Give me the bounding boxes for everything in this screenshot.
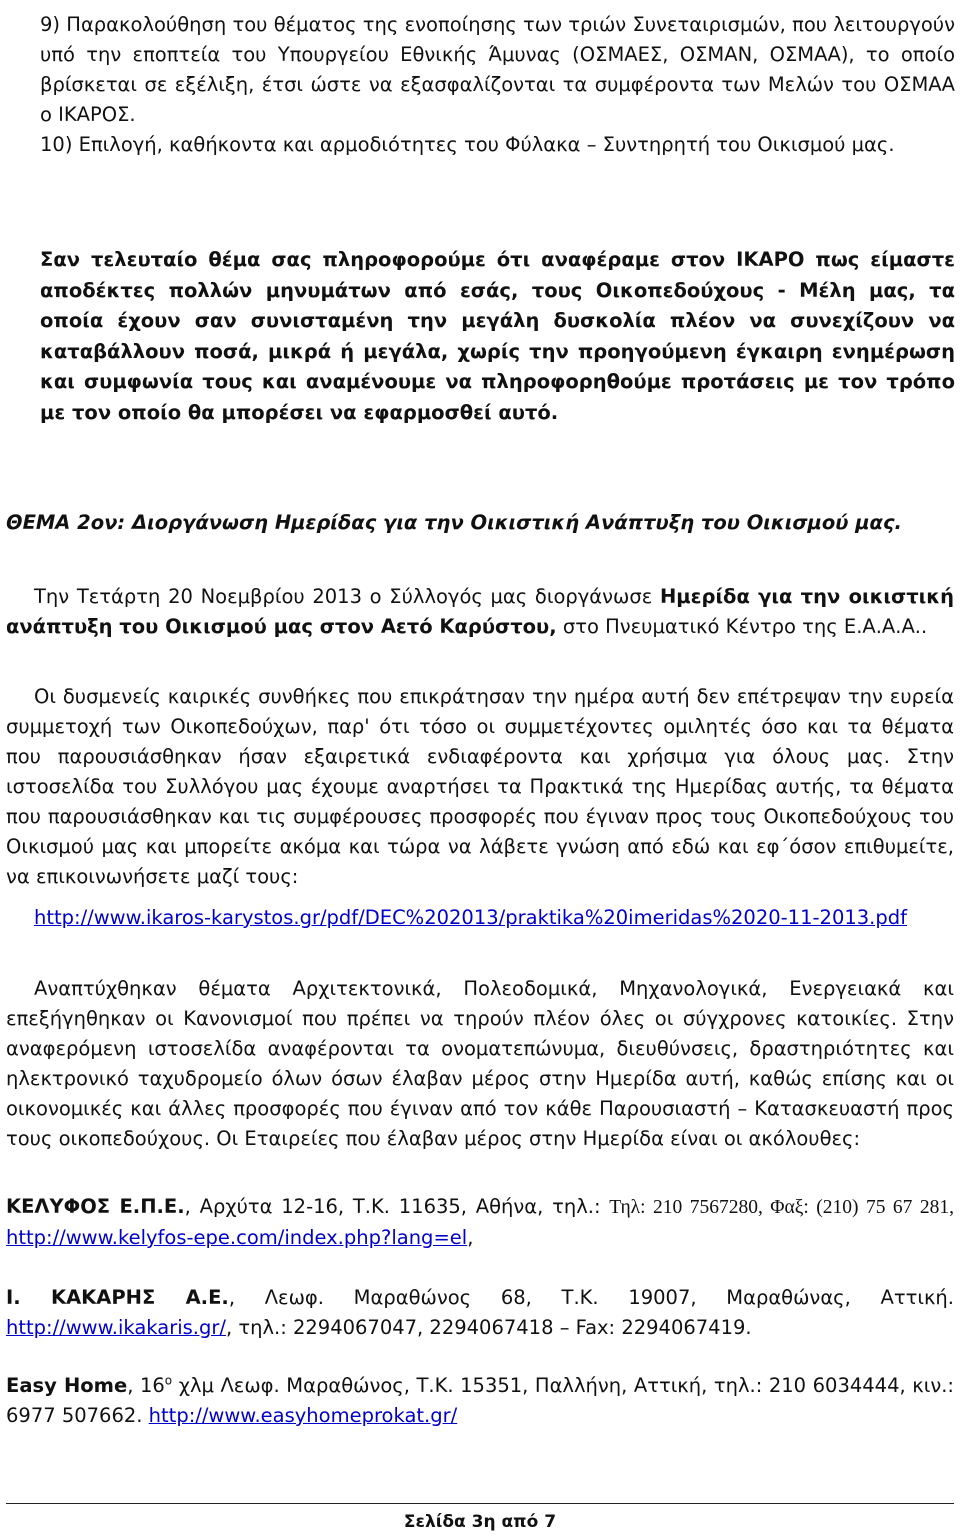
company-kelyfos-phone: Τηλ: 210 7567280, Φαξ: (210) 75 67 281, (609, 1197, 955, 1218)
company-kakaris-name: Ι. ΚΑΚΑΡΗΣ Α.Ε. (6, 1286, 229, 1309)
agenda-item-10: 10) Επιλογή, καθήκοντα και αρμοδιότητες του Φύλακα – Συντηρητή του Οικισμού μας. (40, 133, 895, 156)
company-kelyfos-tail: , (467, 1226, 474, 1249)
company-kakaris-details: , Λεωφ. Μαραθώνος 68, Τ.Κ. 19007, Μαραθώνας, Αττική. (228, 1286, 954, 1309)
praktika-link-paragraph (6, 902, 954, 933)
company-easyhome-details-post: χλμ Λεωφ. Μαραθώνος, Τ.Κ. 15351, Παλλήνη, Αττική, τηλ.: 210 6034444, κιν.: 6977 507662. (6, 1374, 954, 1427)
event-text-pre: Την Τετάρτη 20 Νοεμβρίου 2013 ο Σύλλογός μας διοργάνωσε (34, 585, 660, 608)
company-kelyfos-details: , Αρχύτα 12-16, Τ.Κ. 11635, Αθήνα, τηλ.: (184, 1195, 610, 1218)
company-kelyfos-name: ΚΕΛΥΦΟΣ Ε.Π.Ε. (6, 1195, 185, 1218)
event-text-post: στο Πνευματικό Κέντρο της Ε.Α.Α.Α.. (556, 615, 928, 638)
event-text-bold: Ημερίδα για την οικιστική ανάπτυξη του Οικισμού μας στον Αετό Καρύστου, (6, 585, 954, 638)
footer-divider (6, 1503, 954, 1504)
page-footer: Σελίδα 3η από 7 (403, 1512, 557, 1532)
company-kelyfos (6, 1192, 954, 1253)
topics-paragraph: Αναπτύχθηκαν θέματα Αρχιτεκτονικά, Πολεοδομικά, Μηχανολογικά, Ενεργειακά και επεξήγηθηκαν οι Κανονισμοί που πρέπει να τηρούν πλέον όλες οι σύγχρονες κατοικίες. Στην αναφερόμενη ιστοσελίδα αναφέρονται τα ονοματεπώνυμα, διευθύνσεις, δραστηριότητες και ηλεκτρονικό ταχυδρομείο όλων όσων έλαβαν μέρος στην Ημερίδα αυτή, καθώς επίσης και οι οικονομικές και άλλες προσφορές που έγιναν από τον κάθε Παρουσιαστή – Κατασκευαστή προς τους οικοπεδούχους. Οι Εταιρείες που έλαβαν μέρος στην Ημερίδα είναι οι ακόλουθες: (6, 977, 954, 1150)
company-easyhome-link[interactable]: http://www.easyhomeprokat.gr/ (148, 1404, 458, 1427)
agenda-item-9: 9) Παρακολούθηση του θέματος της ενοποίησης των τριών Συνεταιρισμών, που λειτουργούν υπό την εποπτεία του Υπουργείου Εθνικής Άμυνας (ΟΣΜΑΕΣ, ΟΣΜΑΝ, ΟΣΜΑΑ), το οποίο βρίσκεται σε εξέλιξη, έτσι ώστε να εξασφαλίζονται τα συμφέροντα των Μελών του ΟΣΜΑΑ ο ΙΚΑΡΟΣ. (40, 13, 955, 126)
weather-paragraph: Οι δυσμενείς καιρικές συνθήκες που επικράτησαν την ημέρα αυτή δεν επέτρεψαν την ευρεία συμμετοχή των Οικοπεδούχων, παρ' ότι τόσο οι συμμετέχοντες ομιλητές όσο και τα θέματα που παρουσιάσθηκαν ήσαν εξαιρετικά ενδιαφέροντα και χρήσιμα για όλους μας. Στην ιστοσελίδα του Συλλόγου μας έχουμε αναρτήσει τα Πρακτικά της Ημερίδας αυτής, τα θέματα που παρουσιάσθηκαν και τις συμφέρουσες προσφορές που έγιναν προς τους Οικοπεδούχους του Οικισμού μας και μπορείτε ακόμα και τώρα να λάβετε γνώση από εδώ και εφ΄όσον επιθυμείτε, να επικοινωνήσετε μαζί τους: (6, 685, 954, 888)
theme2-heading: ΘΕΜΑ 2ον: Διοργάνωση Ημερίδας για την Οικιστική Ανάπτυξη του Οικισμού μας. (6, 511, 902, 534)
company-easyhome-sup: ο (164, 1373, 173, 1388)
company-easyhome (6, 1371, 954, 1431)
event-paragraph (6, 582, 954, 642)
company-kelyfos-link[interactable]: http://www.kelyfos-epe.com/index.php?lang=el (6, 1226, 468, 1249)
praktika-link[interactable]: http://www.ikaros-karystos.gr/pdf/DEC%202013/praktika%20imeridas%2020-11-2013.pdf (34, 906, 907, 929)
bold-notice-paragraph: Σαν τελευταίο θέμα σας πληροφορούμε ότι αναφέραμε στον ΙΚΑΡΟ πως είμαστε αποδέκτες πολλών μηνυμάτων από εσάς, τους Οικοπεδούχους - Μέλη μας, τα οποία έχουν σαν συνισταμένη την μεγάλη δυσκολία πλέον να συνεχίζουν να καταβάλλουν ποσά, μικρά ή μεγάλα, χωρίς την προηγούμενη έγκαιρη ενημέρωση και συμφωνία τους και αναμένουμε να πληροφορηθούμε προτάσεις με τον τρόπο με τον οποίο θα μπορέσει να εφαρμοσθεί αυτό. (40, 248, 955, 424)
company-kakaris (6, 1283, 954, 1343)
company-kakaris-tail: , τηλ.: 2294067047, 2294067418 – Fax: 2294067419. (225, 1316, 752, 1339)
company-kakaris-link[interactable]: http://www.ikakaris.gr/ (6, 1316, 226, 1339)
company-easyhome-details-pre: , 16 (127, 1374, 165, 1397)
company-easyhome-name: Easy Home (6, 1374, 128, 1397)
